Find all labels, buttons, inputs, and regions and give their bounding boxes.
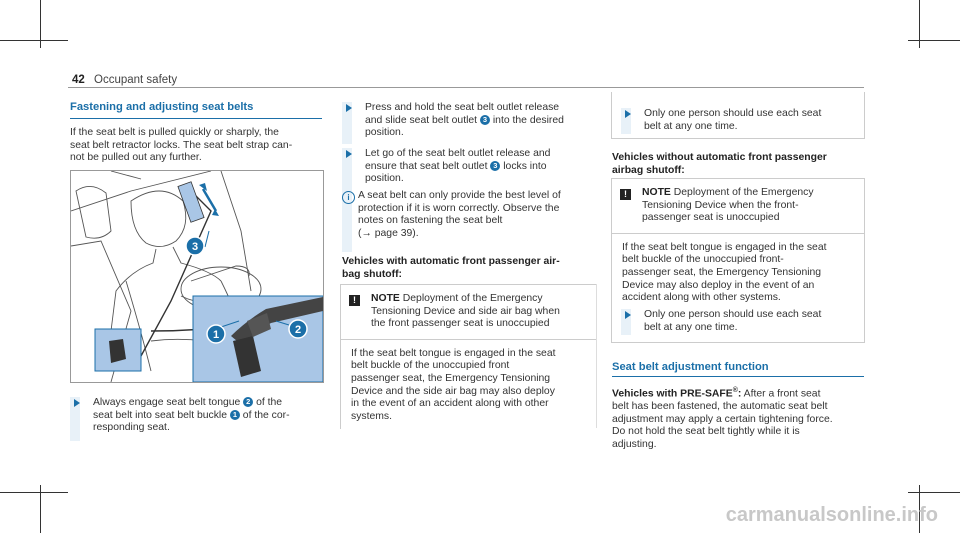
info-icon: i bbox=[342, 191, 355, 204]
warning-icon: ! bbox=[349, 295, 360, 306]
text: ensure that seat belt outlet bbox=[365, 160, 488, 172]
text-line: belt buckle of the unoccupied front- bbox=[622, 254, 784, 266]
text: After a front seat bbox=[743, 388, 821, 400]
note-body bbox=[341, 340, 597, 432]
text-line: Tensioning Device and side air bag when bbox=[371, 305, 560, 317]
page-header bbox=[72, 74, 177, 86]
text-line: belt has been fastened, the automatic seat belt bbox=[612, 401, 828, 413]
presafe-paragraph bbox=[612, 385, 864, 451]
text: Deployment of the Emergency bbox=[402, 293, 543, 304]
step-arrow-icon bbox=[346, 150, 352, 158]
text-line: protection if it is worn correctly. Observe the bbox=[358, 202, 560, 214]
seat-belt-drawing bbox=[71, 171, 323, 382]
text-line: Only one person should use each seat bbox=[644, 108, 822, 119]
text-line: Tensioning Device when the front- bbox=[642, 199, 799, 211]
note-header bbox=[612, 179, 864, 234]
crop-mark bbox=[0, 40, 68, 41]
intro-paragraph bbox=[70, 127, 326, 165]
text-line: notes on fastening the seat belt bbox=[358, 215, 503, 227]
instruction-step bbox=[621, 108, 865, 134]
text-line: A seat belt can only provide the best level of bbox=[358, 190, 561, 201]
text-line: airbag shutoff: bbox=[612, 164, 685, 176]
crop-mark bbox=[908, 40, 960, 41]
text-line: bag shutoff: bbox=[342, 268, 403, 280]
info-note bbox=[342, 190, 596, 240]
note-body bbox=[612, 234, 864, 313]
callout-1 bbox=[207, 325, 225, 343]
section-title-rule bbox=[612, 376, 864, 377]
text-line: Only one person should use each seat bbox=[644, 309, 822, 320]
text-line: passenger seat is unoccupied bbox=[642, 212, 780, 224]
text-line: adjusting. bbox=[612, 438, 657, 450]
text: Always engage seat belt tongue bbox=[93, 397, 241, 408]
text-line: in the event of an accident along with other bbox=[351, 398, 549, 410]
callout-3 bbox=[186, 237, 204, 255]
callout-badge: 1 bbox=[230, 410, 240, 420]
step-arrow-icon bbox=[625, 311, 631, 319]
section-title: Seat belt adjustment function bbox=[612, 361, 769, 373]
text: Deployment of the Emergency bbox=[673, 187, 814, 198]
note-label: NOTE bbox=[642, 187, 671, 198]
text-line: Vehicles without automatic front passenger bbox=[612, 152, 827, 163]
page-link[interactable]: (→ page 39). bbox=[358, 227, 419, 239]
text-line: the front passenger seat is unoccupied bbox=[371, 318, 550, 330]
step-arrow-icon bbox=[625, 110, 631, 118]
note-header bbox=[341, 285, 597, 340]
text: of the bbox=[256, 397, 283, 408]
text: into the desired bbox=[492, 114, 564, 126]
instruction-step bbox=[342, 102, 606, 144]
text-line: systems. bbox=[351, 410, 392, 422]
page-number: 42 bbox=[72, 74, 85, 86]
text-line: Vehicles with automatic front passenger air- bbox=[342, 256, 560, 267]
text: locks into bbox=[503, 160, 547, 172]
crop-mark bbox=[908, 492, 960, 493]
belt-outlet-highlight bbox=[178, 182, 219, 222]
note-edge bbox=[596, 284, 597, 428]
callout-badge: 3 bbox=[490, 161, 500, 171]
text-line: belt at any one time. bbox=[644, 321, 738, 333]
text: of the cor- bbox=[242, 409, 290, 421]
instruction-step bbox=[70, 397, 326, 441]
text-line: accident along with other systems. bbox=[622, 292, 781, 304]
crop-mark bbox=[0, 492, 68, 493]
text: Let go of the seat belt outlet release and bbox=[365, 148, 551, 159]
text: position. bbox=[365, 173, 404, 185]
callout-badge: 2 bbox=[243, 397, 253, 407]
subheading bbox=[342, 256, 596, 281]
seat-belt-illustration bbox=[70, 170, 324, 383]
text-line: Device may also deploy in the event of an bbox=[622, 279, 815, 291]
warning-icon: ! bbox=[620, 189, 631, 200]
text-line: adjustment may apply a certain tightening force. bbox=[612, 413, 833, 425]
text-line: belt at any one time. bbox=[644, 120, 738, 132]
note-box bbox=[340, 284, 597, 429]
section-title-rule bbox=[70, 118, 322, 119]
text-line: Do not hold the seat belt tightly while it is bbox=[612, 426, 800, 438]
text-line: If the seat belt is pulled quickly or sharply, the bbox=[70, 127, 279, 138]
text-line: passenger seat, the Emergency Tensioning bbox=[351, 372, 551, 384]
text: position. bbox=[365, 127, 404, 139]
text-line: Device and the side air bag may also deploy bbox=[351, 385, 555, 397]
callout-2-label: 2 bbox=[294, 324, 302, 336]
callout-1-label: 1 bbox=[212, 329, 220, 341]
text: and slide seat belt outlet bbox=[365, 114, 478, 126]
text-line: passenger seat, the Emergency Tensioning bbox=[622, 266, 822, 278]
text: Press and hold the seat belt outlet release bbox=[365, 102, 560, 113]
section-title: Fastening and adjusting seat belts bbox=[70, 101, 254, 113]
text-line: not be pulled out any further. bbox=[70, 152, 202, 164]
text: Vehicles with PRE-SAFE bbox=[612, 388, 733, 400]
callout-2 bbox=[289, 320, 307, 338]
section-name: Occupant safety bbox=[94, 74, 178, 86]
header-rule bbox=[68, 87, 864, 88]
instruction-step bbox=[621, 309, 865, 335]
watermark: carmanualsonline.info bbox=[725, 504, 938, 526]
step-arrow-icon bbox=[74, 399, 80, 407]
text: seat belt into seat belt buckle bbox=[93, 409, 228, 421]
text-line: belt buckle of the unoccupied front bbox=[351, 360, 510, 372]
text-line: If the seat belt tongue is engaged in the seat bbox=[622, 241, 827, 253]
registered-mark: ® bbox=[732, 387, 738, 394]
text-line: If the seat belt tongue is engaged in the seat bbox=[351, 347, 556, 359]
subheading bbox=[612, 152, 864, 177]
note-label: NOTE bbox=[371, 293, 400, 304]
text: : bbox=[737, 388, 742, 400]
step-arrow-icon bbox=[346, 104, 352, 112]
text: responding seat. bbox=[93, 422, 170, 434]
text-line: seat belt retractor locks. The seat belt strap can- bbox=[70, 139, 293, 151]
callout-badge: 3 bbox=[480, 115, 490, 125]
callout-3-label: 3 bbox=[191, 241, 199, 253]
